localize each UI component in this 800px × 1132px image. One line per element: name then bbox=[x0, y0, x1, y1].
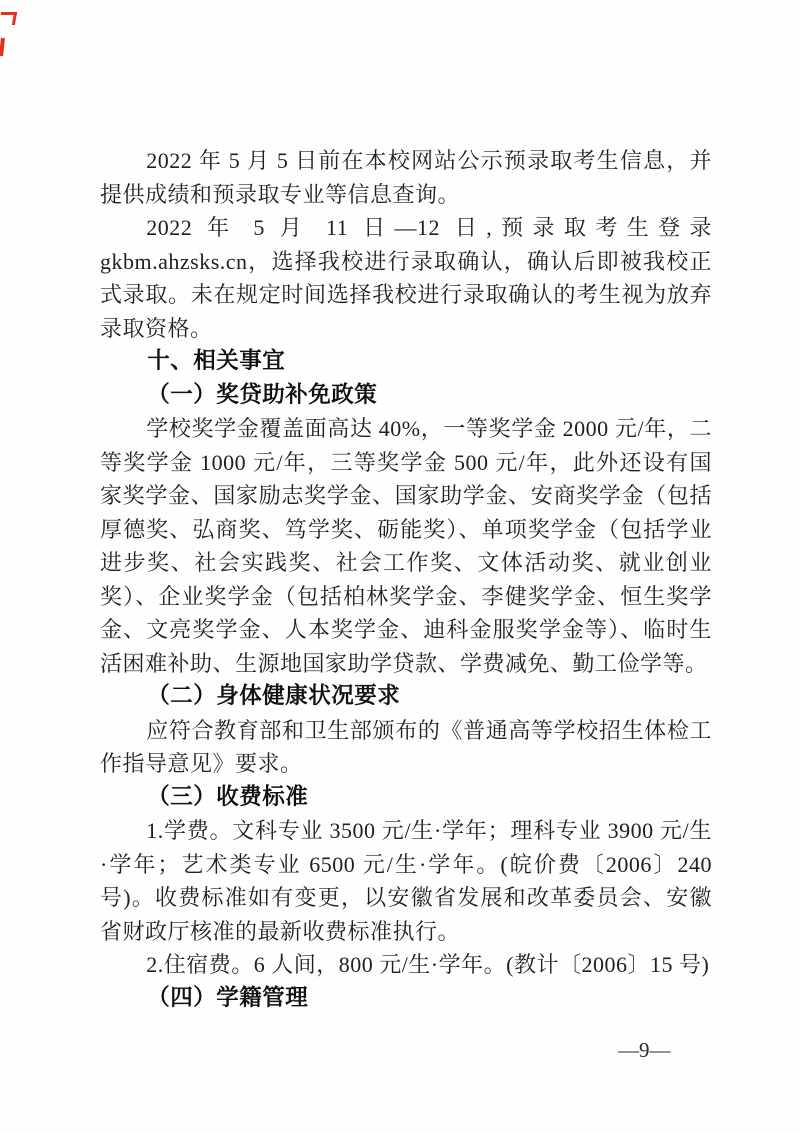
paragraph-tuition-fees: 1.学费。文科专业 3500 元/生·学年；理科专业 3900 元/生·学年；艺术类专业 6500 元/生·学年。(皖价费〔2006〕240 号)。收费标准如有变更，以安徽省发展和改革委员会、安徽省财政厅核准的最新收费标准执行。 bbox=[100, 818, 712, 944]
paragraph-preadmission-publicity: 2022 年 5 月 5 日前在本校网站公示预录取考生信息，并提供成绩和预录取专业等信息查询。 bbox=[100, 148, 712, 207]
paragraph-scholarship-details: 学校奖学金覆盖面高达 40%，一等奖学金 2000 元/年，二等奖学金 1000 元/年，三等奖学金 500 元/年，此外还设有国家奖学金、国家励志奖学金、国家助学金、安商奖学金（包括厚德奖、弘商奖、笃学奖、砺能奖）、单项奖学金（包括学业进步奖、社会实践奖、社会工作奖、文体活动奖、就业创业奖）、企业奖学金（包括柏林奖学金、李健奖学金、恒生奖学金、文亮奖学金、人本奖学金、迪科金服奖学金等）、临时生活困难补助、生源地国家助学贷款、学费减免、勤工俭学等。 bbox=[100, 416, 712, 676]
page-number: —9— bbox=[618, 1038, 671, 1062]
heading-student-status-management: （四）学籍管理 bbox=[147, 984, 309, 1011]
paragraph-admission-confirmation: 2022 年 5 月 11 日—12 日,预录取考生登录 gkbm.ahzsks.cn，选择我校进行录取确认，确认后即被我校正式录取。未在规定时间选择我校进行录取确认的考生视为放弃录取资格。 bbox=[100, 215, 712, 341]
document-body bbox=[100, 144, 712, 1015]
heading-section-ten-related-matters: 十、相关事宜 bbox=[147, 348, 286, 374]
heading-physical-health-requirements: （二）身体健康状况要求 bbox=[147, 683, 401, 709]
heading-scholarship-aid-policy: （一）奖贷助补免政策 bbox=[147, 381, 378, 408]
heading-fee-standards: （三）收费标准 bbox=[147, 783, 309, 810]
red-pen-mark bbox=[0, 38, 5, 56]
paragraph-accommodation-fee: 2.住宿费。6 人间，800 元/生·学年。(教计〔2006〕15 号) bbox=[146, 952, 710, 977]
paragraph-health-exam-standard: 应符合教育部和卫生部颁布的《普通高等学校招生体检工作指导意见》要求。 bbox=[100, 717, 712, 776]
red-pen-mark bbox=[0, 12, 17, 25]
